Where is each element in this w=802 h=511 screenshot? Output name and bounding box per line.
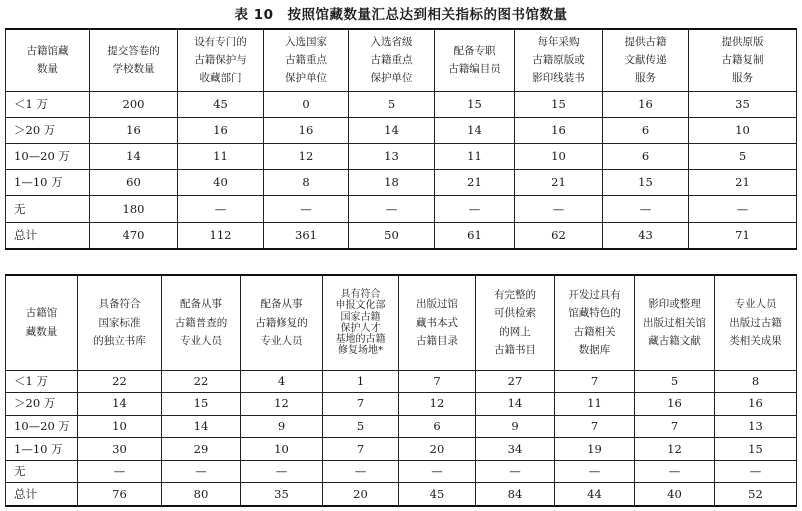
data-cell: 35 — [241, 483, 323, 506]
data-cell: 12 — [241, 393, 323, 416]
data-cell: — — [349, 196, 435, 222]
data-cell: — — [635, 460, 715, 483]
row-label-cell: ＞20 万 — [6, 393, 78, 416]
data-cell: 52 — [715, 483, 797, 506]
header-cell: 具有符合 申报文化部 国家古籍 保护人才 基地的古籍 修复场地* — [323, 275, 399, 370]
header-cell: 入选省级 古籍重点 保护单位 — [349, 29, 435, 91]
data-cell: 22 — [78, 370, 162, 393]
data-cell: 8 — [715, 370, 797, 393]
data-cell: 14 — [349, 117, 435, 143]
data-cell: 10 — [515, 143, 603, 169]
data-cell: 16 — [90, 117, 178, 143]
data-cell: 11 — [555, 393, 635, 416]
data-cell: 12 — [399, 393, 476, 416]
table-row — [6, 415, 797, 438]
data-cell: — — [515, 196, 603, 222]
data-cell: 15 — [435, 91, 515, 117]
data-cell: 14 — [90, 143, 178, 169]
data-cell: 18 — [349, 170, 435, 196]
header-cell: 入选国家 古籍重点 保护单位 — [264, 29, 349, 91]
row-label-cell: ＜1 万 — [6, 91, 90, 117]
data-cell: — — [715, 460, 797, 483]
library-stats-table-2 — [5, 274, 797, 507]
data-cell: 8 — [264, 170, 349, 196]
data-cell: 34 — [476, 438, 555, 461]
data-cell: 470 — [90, 222, 178, 249]
header-cell: 配备从事 古籍修复的 专业人员 — [241, 275, 323, 370]
table-body — [6, 91, 797, 249]
data-cell: 6 — [603, 143, 689, 169]
data-cell: 200 — [90, 91, 178, 117]
data-cell: 80 — [162, 483, 241, 506]
data-cell: 43 — [603, 222, 689, 249]
data-cell: — — [435, 196, 515, 222]
table-row — [6, 222, 797, 249]
table-row — [6, 370, 797, 393]
data-cell: 180 — [90, 196, 178, 222]
data-cell: 44 — [555, 483, 635, 506]
header-cell: 提供原版 古籍复制 服务 — [689, 29, 797, 91]
data-cell: 15 — [603, 170, 689, 196]
data-cell: 12 — [635, 438, 715, 461]
table-row — [6, 117, 797, 143]
data-cell: 15 — [162, 393, 241, 416]
row-label-cell: 无 — [6, 196, 90, 222]
data-cell: 62 — [515, 222, 603, 249]
data-cell: 20 — [323, 483, 399, 506]
data-cell: — — [178, 196, 264, 222]
header-cell: 提交答卷的 学校数量 — [90, 29, 178, 91]
data-cell: 14 — [162, 415, 241, 438]
table-row — [6, 196, 797, 222]
row-label-cell: 10—20 万 — [6, 415, 78, 438]
data-cell: 11 — [178, 143, 264, 169]
data-cell: — — [323, 460, 399, 483]
data-cell: — — [555, 460, 635, 483]
header-cell: 具备符合 国家标准 的独立书库 — [78, 275, 162, 370]
data-cell: 1 — [323, 370, 399, 393]
data-cell: 5 — [323, 415, 399, 438]
data-cell: 10 — [241, 438, 323, 461]
data-cell: 21 — [689, 170, 797, 196]
table-body — [6, 370, 797, 506]
data-cell: 7 — [399, 370, 476, 393]
header-cell: 有完整的 可供检索 的网上 古籍书目 — [476, 275, 555, 370]
data-cell: — — [476, 460, 555, 483]
data-cell: 30 — [78, 438, 162, 461]
data-cell: 14 — [78, 393, 162, 416]
data-cell: 5 — [689, 143, 797, 169]
table-row — [6, 460, 797, 483]
data-cell: 5 — [635, 370, 715, 393]
table-row — [6, 170, 797, 196]
row-label-cell: ＞20 万 — [6, 117, 90, 143]
header-cell: 开发过具有 馆藏特色的 古籍相关 数据库 — [555, 275, 635, 370]
table-row — [6, 91, 797, 117]
row-label-cell: ＜1 万 — [6, 370, 78, 393]
data-cell: 16 — [178, 117, 264, 143]
data-cell: 15 — [515, 91, 603, 117]
table-caption: 表 10 按照馆藏数量汇总达到相关指标的图书馆数量 — [234, 7, 568, 23]
header-cell: 影印或整理 出版过相关馆 藏古籍文献 — [635, 275, 715, 370]
data-cell: 21 — [435, 170, 515, 196]
data-cell: 9 — [241, 415, 323, 438]
data-cell: 13 — [715, 415, 797, 438]
header-cell: 古籍馆藏 数量 — [6, 29, 90, 91]
data-cell: 50 — [349, 222, 435, 249]
table-row — [6, 483, 797, 506]
library-stats-table-1 — [5, 28, 797, 250]
row-label-cell: 10—20 万 — [6, 143, 90, 169]
data-cell: 6 — [603, 117, 689, 143]
data-cell: 29 — [162, 438, 241, 461]
data-cell: 27 — [476, 370, 555, 393]
data-cell: 7 — [555, 415, 635, 438]
data-cell: 13 — [349, 143, 435, 169]
data-cell: 16 — [603, 91, 689, 117]
data-cell: 21 — [515, 170, 603, 196]
data-cell: — — [603, 196, 689, 222]
data-cell: 5 — [349, 91, 435, 117]
data-cell: 11 — [435, 143, 515, 169]
data-cell: 16 — [635, 393, 715, 416]
data-cell: — — [264, 196, 349, 222]
data-cell: 0 — [264, 91, 349, 117]
header-cell: 配备从事 古籍普查的 专业人员 — [162, 275, 241, 370]
data-cell: 40 — [178, 170, 264, 196]
data-cell: 16 — [715, 393, 797, 416]
data-cell: 7 — [323, 438, 399, 461]
data-cell: — — [78, 460, 162, 483]
data-cell: 4 — [241, 370, 323, 393]
header-cell: 每年采购 古籍原版或 影印线装书 — [515, 29, 603, 91]
data-cell: 19 — [555, 438, 635, 461]
row-label-cell: 总计 — [6, 222, 90, 249]
data-cell: — — [241, 460, 323, 483]
data-cell: 84 — [476, 483, 555, 506]
data-cell: 9 — [476, 415, 555, 438]
data-cell: — — [399, 460, 476, 483]
data-cell: 12 — [264, 143, 349, 169]
row-label-cell: 总计 — [6, 483, 78, 506]
data-cell: 45 — [399, 483, 476, 506]
data-cell: 14 — [435, 117, 515, 143]
data-cell: 361 — [264, 222, 349, 249]
data-cell: — — [162, 460, 241, 483]
data-cell: 61 — [435, 222, 515, 249]
table-row — [6, 438, 797, 461]
data-cell: 10 — [689, 117, 797, 143]
data-cell: 60 — [90, 170, 178, 196]
data-cell: 10 — [78, 415, 162, 438]
data-cell: 16 — [264, 117, 349, 143]
data-cell: 14 — [476, 393, 555, 416]
header-cell: 专业人员 出版过古籍 类相关成果 — [715, 275, 797, 370]
data-cell: — — [689, 196, 797, 222]
data-cell: 7 — [323, 393, 399, 416]
data-cell: 20 — [399, 438, 476, 461]
row-label-cell: 无 — [6, 460, 78, 483]
data-cell: 22 — [162, 370, 241, 393]
data-cell: 45 — [178, 91, 264, 117]
table-row — [6, 393, 797, 416]
data-cell: 112 — [178, 222, 264, 249]
data-cell: 35 — [689, 91, 797, 117]
header-cell: 配备专职 古籍编目员 — [435, 29, 515, 91]
header-cell: 出版过馆 藏书本式 古籍目录 — [399, 275, 476, 370]
data-cell: 7 — [635, 415, 715, 438]
data-cell: 76 — [78, 483, 162, 506]
table-row — [6, 143, 797, 169]
data-cell: 7 — [555, 370, 635, 393]
header-cell: 设有专门的 古籍保护与 收藏部门 — [178, 29, 264, 91]
data-cell: 40 — [635, 483, 715, 506]
data-cell: 6 — [399, 415, 476, 438]
data-cell: 16 — [515, 117, 603, 143]
row-label-cell: 1—10 万 — [6, 170, 90, 196]
row-label-cell: 1—10 万 — [6, 438, 78, 461]
header-cell: 提供古籍 文献传递 服务 — [603, 29, 689, 91]
data-cell: 71 — [689, 222, 797, 249]
data-cell: 15 — [715, 438, 797, 461]
header-cell: 古籍馆 藏数量 — [6, 275, 78, 370]
